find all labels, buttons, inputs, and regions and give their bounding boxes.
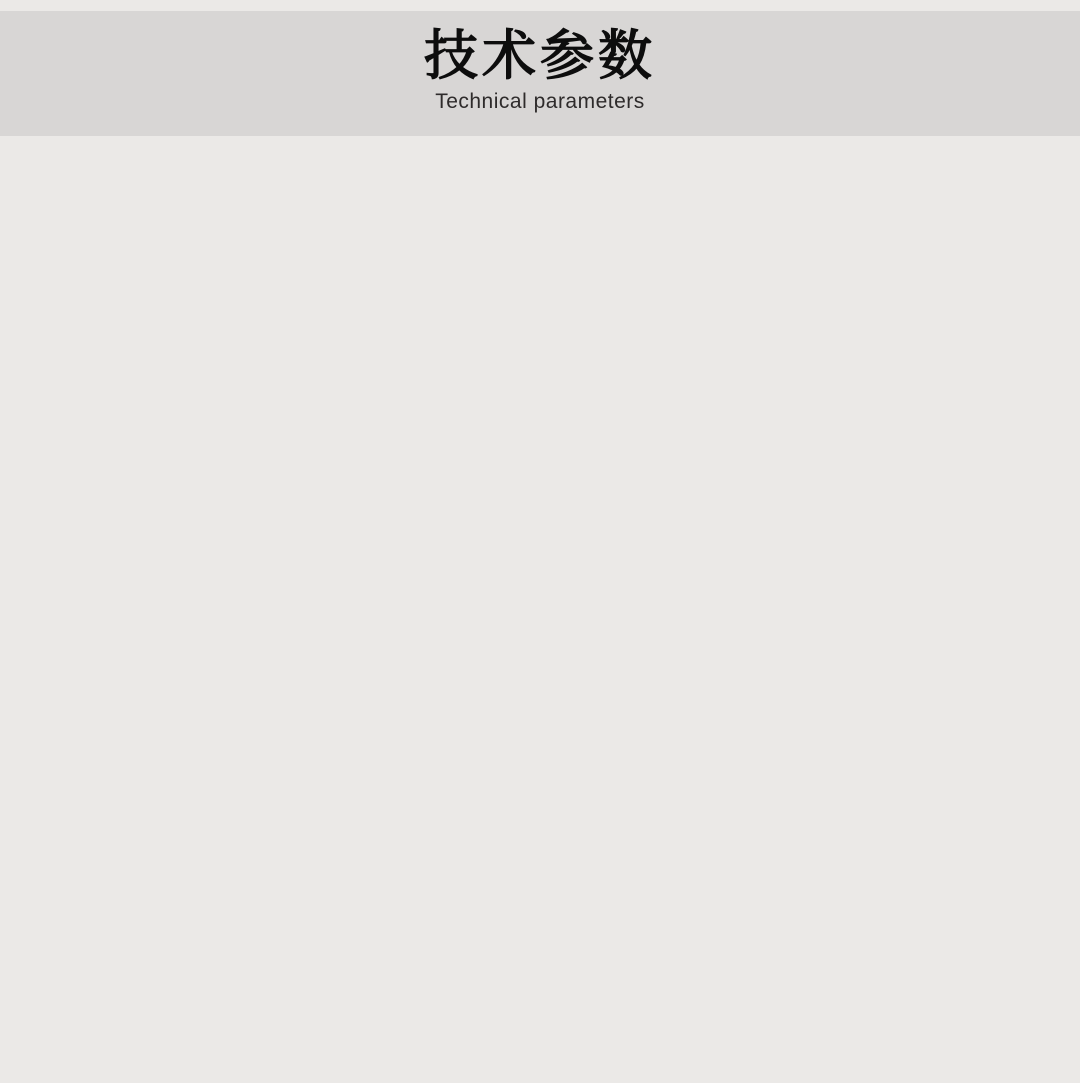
page-subtitle: Technical parameters	[435, 90, 645, 113]
header-band	[0, 11, 1080, 136]
page-title: 技术参数	[424, 26, 656, 86]
